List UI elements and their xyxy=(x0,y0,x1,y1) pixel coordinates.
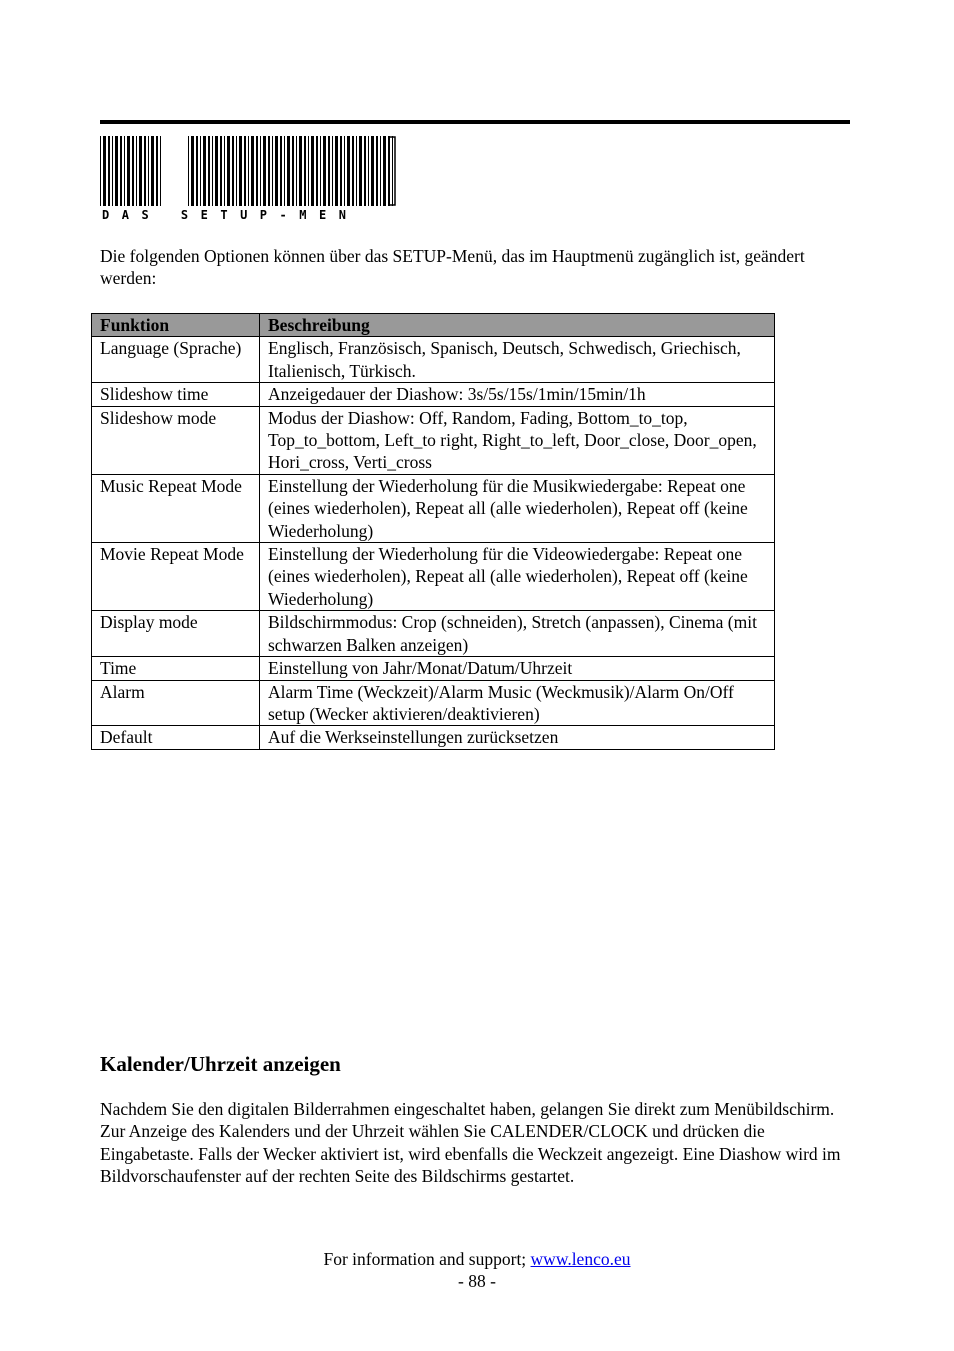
barcode-bar xyxy=(203,136,206,206)
table-row xyxy=(92,726,775,749)
cell-beschreibung: Einstellung der Wiederholung für die Musikwiedergabe: Repeat one (eines wiederholen), Repeat all (alle wiederholen), Repeat off (keine Wiederholung) xyxy=(260,474,775,542)
barcode-bar xyxy=(127,136,130,206)
setup-options-table xyxy=(91,313,775,750)
barcode-bar xyxy=(340,136,342,206)
footer-website-link[interactable]: www.lenco.eu xyxy=(530,1249,631,1269)
barcode-bar xyxy=(120,136,122,206)
barcode-bar xyxy=(359,136,362,206)
barcode-bar xyxy=(188,136,189,206)
cell-beschreibung: Einstellung der Wiederholung für die Videowiedergabe: Repeat one (eines wiederholen), Repeat all (alle wiederholen), Repeat off (keine Wiederholung) xyxy=(260,543,775,611)
cell-funktion: Music Repeat Mode xyxy=(92,474,260,542)
barcode-bar xyxy=(212,136,213,206)
table-row xyxy=(92,337,775,383)
cell-beschreibung: Modus der Diashow: Off, Random, Fading, Bottom_to_top, Top_to_bottom, Left_to right, Right_to_left, Door_close, Door_open, Hori_cross, Verti_cross xyxy=(260,406,775,474)
barcode-bar xyxy=(124,136,125,206)
section-heading: Kalender/Uhrzeit anzeigen xyxy=(100,1052,341,1076)
barcode-bar xyxy=(244,136,246,206)
barcode-bar xyxy=(208,136,210,206)
barcode-bar xyxy=(160,136,161,206)
cell-funktion: Language (Sprache) xyxy=(92,337,260,383)
barcode-bar xyxy=(248,136,249,206)
barcode-bar xyxy=(311,136,314,206)
barcode-bar xyxy=(115,136,118,206)
table-row xyxy=(92,611,775,657)
barcode-bar xyxy=(344,136,345,206)
barcode-bar xyxy=(112,136,113,206)
top-rule xyxy=(100,120,850,124)
barcode-bar xyxy=(215,136,218,206)
barcode-bar xyxy=(328,136,330,206)
barcode-bar xyxy=(136,136,137,206)
barcode-bar xyxy=(392,136,393,206)
barcode-bar xyxy=(356,136,357,206)
barcode-bar xyxy=(304,136,306,206)
table-row xyxy=(92,543,775,611)
barcode-bar xyxy=(320,136,321,206)
barcode-bar xyxy=(368,136,369,206)
barcode-caption: DAS SETUP-MEN xyxy=(102,208,359,222)
barcode-bar xyxy=(232,136,234,206)
barcode-bar xyxy=(371,136,374,206)
barcode-bar xyxy=(103,136,106,206)
barcode-bar xyxy=(308,136,309,206)
barcode-bar xyxy=(132,136,134,206)
barcode-bar xyxy=(100,136,101,206)
barcode-bar xyxy=(296,136,297,206)
barcode-bar xyxy=(236,136,237,206)
cell-beschreibung: Alarm Time (Weckzeit)/Alarm Music (Weckmusik)/Alarm On/Off setup (Wecker aktivieren/deaktivieren) xyxy=(260,680,775,726)
barcode-bar xyxy=(239,136,242,206)
column-header-beschreibung: Beschreibung xyxy=(260,314,775,337)
cell-funktion: Slideshow time xyxy=(92,383,260,406)
barcode-bar xyxy=(292,136,294,206)
barcode-bar xyxy=(335,136,338,206)
barcode-bar xyxy=(275,136,278,206)
cell-beschreibung: Einstellung von Jahr/Monat/Datum/Uhrzeit xyxy=(260,657,775,680)
cell-funktion: Slideshow mode xyxy=(92,406,260,474)
barcode-bar xyxy=(332,136,333,206)
table-row xyxy=(92,383,775,406)
barcode-bar xyxy=(316,136,318,206)
barcode-bar xyxy=(323,136,326,206)
page-number: - 88 - xyxy=(458,1271,496,1292)
barcode-bar xyxy=(144,136,146,206)
cell-funktion: Default xyxy=(92,726,260,749)
barcode-bar xyxy=(280,136,282,206)
barcode-bar xyxy=(352,136,354,206)
cell-funktion: Display mode xyxy=(92,611,260,657)
barcode-bar xyxy=(251,136,254,206)
cell-beschreibung: Anzeigedauer der Diashow: 3s/5s/15s/1min/15min/1h xyxy=(260,383,775,406)
page-footer xyxy=(0,1248,954,1293)
table-row xyxy=(92,680,775,726)
barcode-bar xyxy=(376,136,378,206)
barcode-bar xyxy=(156,136,158,206)
table-row xyxy=(92,474,775,542)
barcode-bar xyxy=(380,136,381,206)
barcode-bar xyxy=(383,136,386,206)
section-body-paragraph: Nachdem Sie den digitalen Bilderrahmen eingeschaltet haben, gelangen Sie direkt zum Menübildschirm. Zur Anzeige des Kalenders und der Uhrzeit wählen Sie CALENDER/CLOCK und drücken die Eingabetaste. Falls der Wecker aktiviert ist, wird ebenfalls die Weckzeit angezeigt. Eine Diashow wird im Bildvorschaufenster auf der rechten Seite des Bildschirms gestartet. xyxy=(100,1099,841,1187)
barcode-title-logo xyxy=(100,136,400,222)
cell-funktion: Time xyxy=(92,657,260,680)
barcode-bar xyxy=(364,136,366,206)
barcode-bar xyxy=(139,136,142,206)
barcode-bar xyxy=(200,136,201,206)
footer-support-line xyxy=(0,1248,954,1270)
cell-funktion: Alarm xyxy=(92,680,260,726)
barcode-bar xyxy=(268,136,270,206)
cell-funktion: Movie Repeat Mode xyxy=(92,543,260,611)
barcode-bar xyxy=(272,136,273,206)
cell-beschreibung: Bildschirmmodus: Crop (schneiden), Stretch (anpassen), Cinema (mit schwarzen Balken anzeigen) xyxy=(260,611,775,657)
barcode-bar xyxy=(108,136,110,206)
table-row xyxy=(92,657,775,680)
barcode-bar xyxy=(256,136,258,206)
cell-beschreibung: Auf die Werkseinstellungen zurücksetzen xyxy=(260,726,775,749)
barcode-bar xyxy=(220,136,222,206)
barcode-bar xyxy=(148,136,149,206)
cell-beschreibung: Englisch, Französisch, Spanisch, Deutsch, Schwedisch, Griechisch, Italienisch, Türkisch. xyxy=(260,337,775,383)
barcode-bar xyxy=(227,136,230,206)
barcode-bar xyxy=(196,136,198,206)
barcode-bar xyxy=(260,136,261,206)
barcode-bar xyxy=(347,136,350,206)
table-row xyxy=(92,406,775,474)
barcode-bar xyxy=(299,136,302,206)
barcode-bar xyxy=(284,136,285,206)
barcode-bar xyxy=(191,136,194,206)
barcode-bar xyxy=(263,136,266,206)
footer-support-text: For information and support; xyxy=(323,1249,531,1269)
column-header-funktion: Funktion xyxy=(92,314,260,337)
table-header-row xyxy=(92,314,775,337)
barcode-bar xyxy=(151,136,154,206)
intro-paragraph: Die folgenden Optionen können über das SETUP-Menü, das im Hauptmenü zugänglich ist, geändert werden: xyxy=(100,246,805,288)
barcode-bar xyxy=(224,136,225,206)
barcode-bar xyxy=(287,136,290,206)
